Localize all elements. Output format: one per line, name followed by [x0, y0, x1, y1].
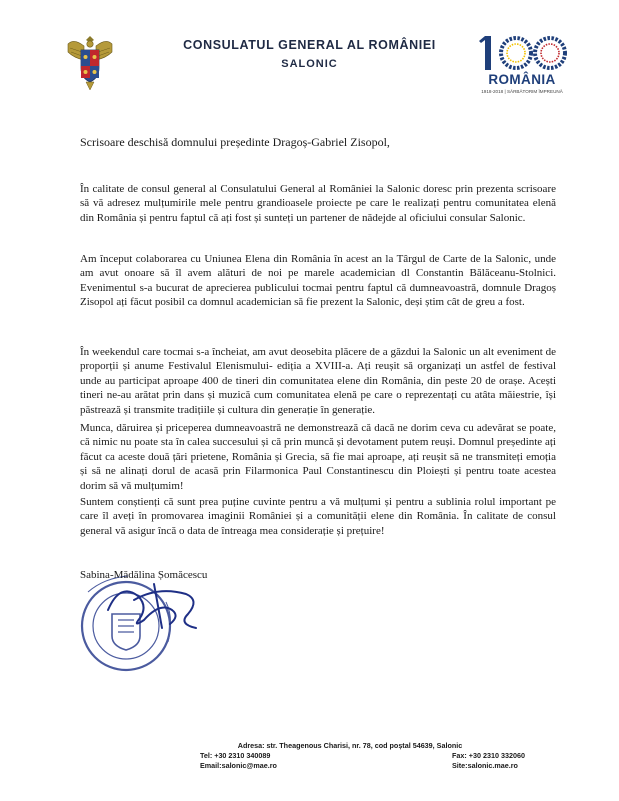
- letter-paragraph: Suntem conștienți că sunt prea puține cuvinte pentru a vă mulțumi și pentru a sublinia rolul important pe care îl aveți în promovarea imaginii României și a comunității elene din România. În calitate de consul general vă asigur încă o data de întreaga mea considerație și prețuire!: [80, 496, 556, 537]
- logo-wordmark: ROMÂNIA: [488, 72, 556, 87]
- institution-name: CONSULATUL GENERAL AL ROMÂNIEI: [183, 38, 436, 52]
- letter-paragraph: Munca, dăruirea și priceperea dumneavoastră ne demonstrează că dacă ne dorim ceva cu adevărat se poate, că nimic nu poate sta în calea succesului și că prin muncă și devotament putem reuși. Domnul președinte ați făcut ca aceste două țări prietene, România și Grecia, să fie mai aproape, ați reușit să ne transmiteți emoția și să ne alinați dorul de acasă prin Filarmonica Paul Constantinescu din Ploiești și pentru toate acestea dorim să vă mulțumim!: [80, 422, 556, 492]
- institution-city: SALONIC: [281, 58, 338, 70]
- letter-paragraph: În weekendul care tocmai s-a încheiat, am avut deosebita plăcere de a găzdui la Salonic un alt eveniment de proporții și anume Festivalul Elenismului- ediția a XVIII-a. Ați reușit să organizați un astfel de festival unde au participat aproape 400 de tineri din comunitatea elene din România, din peste 20 de orașe. Acești tineri ne-au arătat prin dans și muzică cum comunitatea elenă pe care o reprezentați cu atâta măiestrie, își păstrează și transmite tradițiile și cultura din generație în generație.: [80, 346, 556, 416]
- letter-salutation: Scrisoare deschisă domnului președinte Dragoș-Gabriel Zisopol,: [80, 135, 390, 149]
- logo-subtitle: 1918-2018 | SĂRBĂTORIM ÎMPREUNĂ: [481, 89, 563, 94]
- footer-fax: Fax: +30 2310 332060: [452, 751, 525, 760]
- letter-paragraph: Am început colaborarea cu Uniunea Elena din România în acest an la Târgul de Carte de la Salonic, unde am avut onoare să îl avem alături de noi pe marele academician dl Constantin Bălăceanu-Stolnici. Evenimentul s-a bucurat de aprecierea publicului tocmai pentru faptul că dumneavoastră, domnule Dragoș Zisopol ați făcut posibil ca domnul academician să fie prezent la Salonic, deși știm cât de greu a fost.: [80, 253, 556, 309]
- footer-website[interactable]: Site:salonic.mae.ro: [452, 761, 518, 770]
- signature-name: Sabina-Mădălina Șomăcescu: [80, 569, 208, 581]
- footer-email[interactable]: Email:salonic@mae.ro: [200, 761, 277, 770]
- footer-phone: Tel: +30 2310 340089: [200, 751, 271, 760]
- letter-paragraph: În calitate de consul general al Consulatului General al României la Salonic doresc prin prezenta scrisoare să vă adresez mulțumirile mele pentru grandioasele proiecte pe care le realizați pentru comunitatea elenă din România și pentru faptul că ați fost și sunteți un partener de nădejde al oficiului consular Salonic.: [80, 183, 556, 224]
- footer-address: Adresa: str. Theagenous Charisi, nr. 78, cod poștal 54639, Salonic: [237, 741, 463, 750]
